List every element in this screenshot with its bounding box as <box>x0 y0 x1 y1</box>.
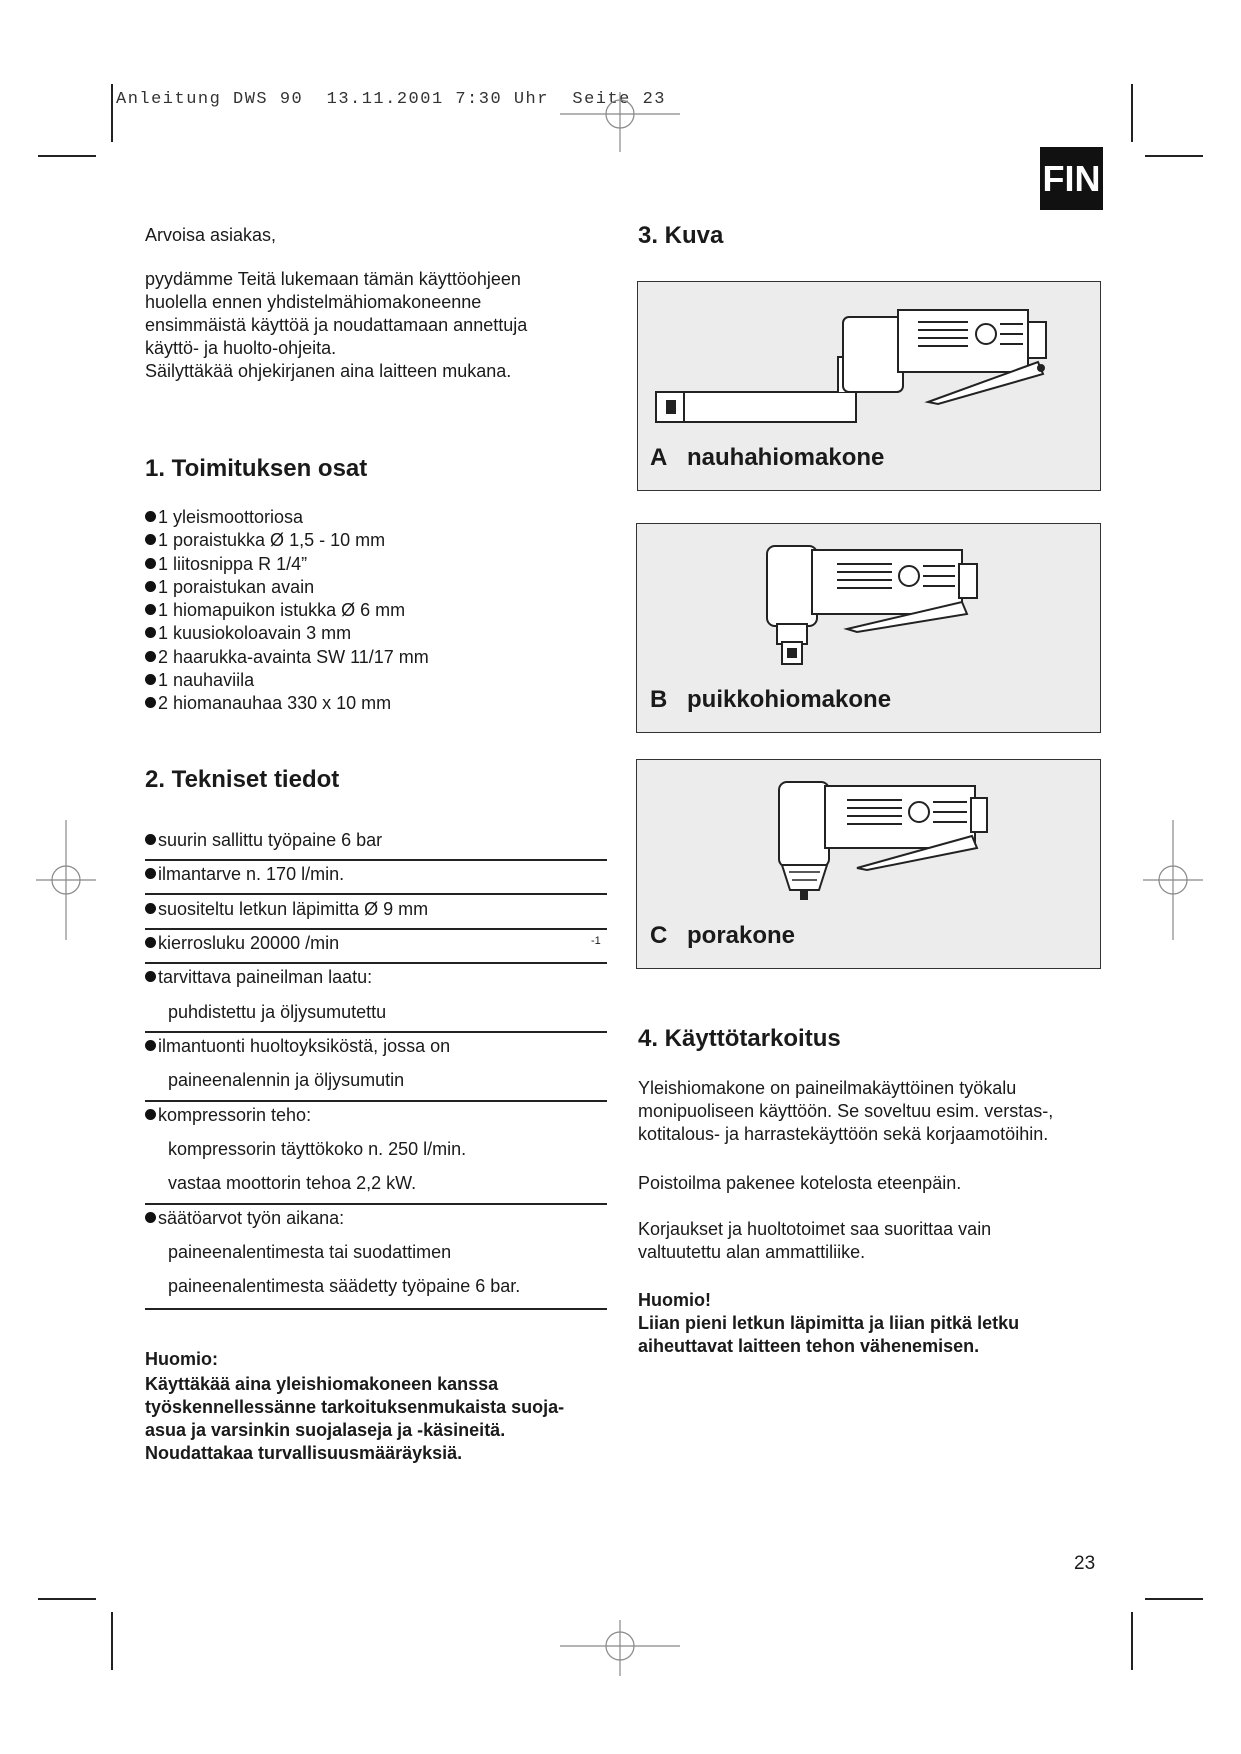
table-row: paineenalentimesta tai suodattimen <box>168 1242 452 1262</box>
list-item: 1 liitosnippa R 1/4” <box>145 553 605 576</box>
section3-title: 3. Kuva <box>638 222 724 249</box>
drill-illustration <box>637 760 1100 910</box>
registration-mark-top <box>560 92 680 152</box>
section4-note: Huomio! Liian pieni letkun läpimitta ja liian pitkä letku aiheuttavat laitteen tehon vähenemisen. <box>638 1289 1108 1358</box>
list-item: 1 nauhaviila <box>145 669 605 692</box>
belt-sander-illustration <box>638 282 1100 432</box>
table-row: suurin sallittu työpaine 6 bar <box>145 829 605 852</box>
die-grinder-illustration <box>637 524 1100 674</box>
table-row: ilmantarve n. 170 l/min. <box>145 863 605 886</box>
registration-mark-bottom <box>560 1620 680 1676</box>
list-item: 1 kuusiokoloavain 3 mm <box>145 622 605 645</box>
section4-para2: Poistoilma pakenee kotelosta eteenpäin. <box>638 1173 962 1193</box>
list-item: 2 haarukka-avainta SW 11/17 mm <box>145 646 605 669</box>
figure-c <box>636 759 1101 969</box>
table-row: kierrosluku 20000 /min -1 <box>145 932 605 955</box>
safety-note-title: Huomio: <box>145 1349 218 1369</box>
intro-salutation: Arvoisa asiakas, <box>145 225 277 245</box>
figure-c-caption: C porakone <box>650 922 796 949</box>
registration-mark-left <box>36 820 96 940</box>
page-number: 23 <box>1074 1553 1096 1574</box>
registration-mark-right <box>1143 820 1203 940</box>
section4-title: 4. Käyttötarkoitus <box>638 1025 841 1052</box>
section2-title: 2. Tekniset tiedot <box>145 766 340 793</box>
table-row: kompressorin teho: <box>145 1104 605 1127</box>
language-badge: FIN <box>1040 147 1103 210</box>
figure-a-caption: A nauhahiomakone <box>650 444 885 471</box>
delivery-list <box>145 506 605 716</box>
figure-a <box>637 281 1101 491</box>
list-item: 1 hiomapuikon istukka Ø 6 mm <box>145 599 605 622</box>
list-item: 2 hiomanauhaa 330 x 10 mm <box>145 692 605 715</box>
list-item: 1 poraistukka Ø 1,5 - 10 mm <box>145 529 605 552</box>
table-row: kompressorin täyttökoko n. 250 l/min. <box>168 1139 467 1159</box>
table-row: suositeltu letkun läpimitta Ø 9 mm <box>145 898 605 921</box>
table-row: tarvittava paineilman laatu: <box>145 966 605 989</box>
table-row: puhdistettu ja öljysumutettu <box>168 1002 387 1022</box>
table-row: paineenalennin ja öljysumutin <box>168 1070 405 1090</box>
section4-para3: Korjaukset ja huoltotoimet saa suorittaa vain valtuutettu alan ammattiliike. <box>638 1219 992 1262</box>
list-item: 1 poraistukan avain <box>145 576 605 599</box>
table-row: ilmantuonti huoltoyksiköstä, jossa on <box>145 1035 605 1058</box>
section4-note-title: Huomio! <box>638 1290 711 1310</box>
printer-header: Anleitung DWS 90 13.11.2001 7:30 Uhr Seite 23 <box>116 90 666 109</box>
table-row: säätöarvot työn aikana: <box>145 1207 605 1230</box>
figure-b-caption: B puikkohiomakone <box>650 686 892 713</box>
list-item: 1 yleismoottoriosa <box>145 506 605 529</box>
table-row: paineenalentimesta säädetty työpaine 6 bar. <box>168 1276 521 1296</box>
safety-note: Huomio: Käyttäkää aina yleishiomakoneen kanssa työskennellessänne tarkoituksenmukaista suoja- asua ja varsinkin suojalaseja ja -käsineitä. Noudattakaa turvallisuusmääräyksiä. <box>145 1348 615 1465</box>
section1-title: 1. Toimituksen osat <box>145 455 368 482</box>
intro-paragraph: pyydämme Teitä lukemaan tämän käyttöohjeen huolella ennen yhdistelmähiomakoneenne ensimmäistä käyttöä ja noudattamaan annettuja käyttö- ja huolto-ohjeita. Säilyttäkää ohjekirjanen aina laitteen mukana. <box>145 269 528 381</box>
figure-b <box>636 523 1101 733</box>
table-row: vastaa moottorin tehoa 2,2 kW. <box>168 1173 417 1193</box>
section4-para1: Yleishiomakone on paineilmakäyttöinen työkalu monipuoliseen käyttöön. Se soveltuu esim. verstas-, kotitalous- ja harrastekäyttöön sekä korjaamotöihin. <box>638 1078 1054 1144</box>
